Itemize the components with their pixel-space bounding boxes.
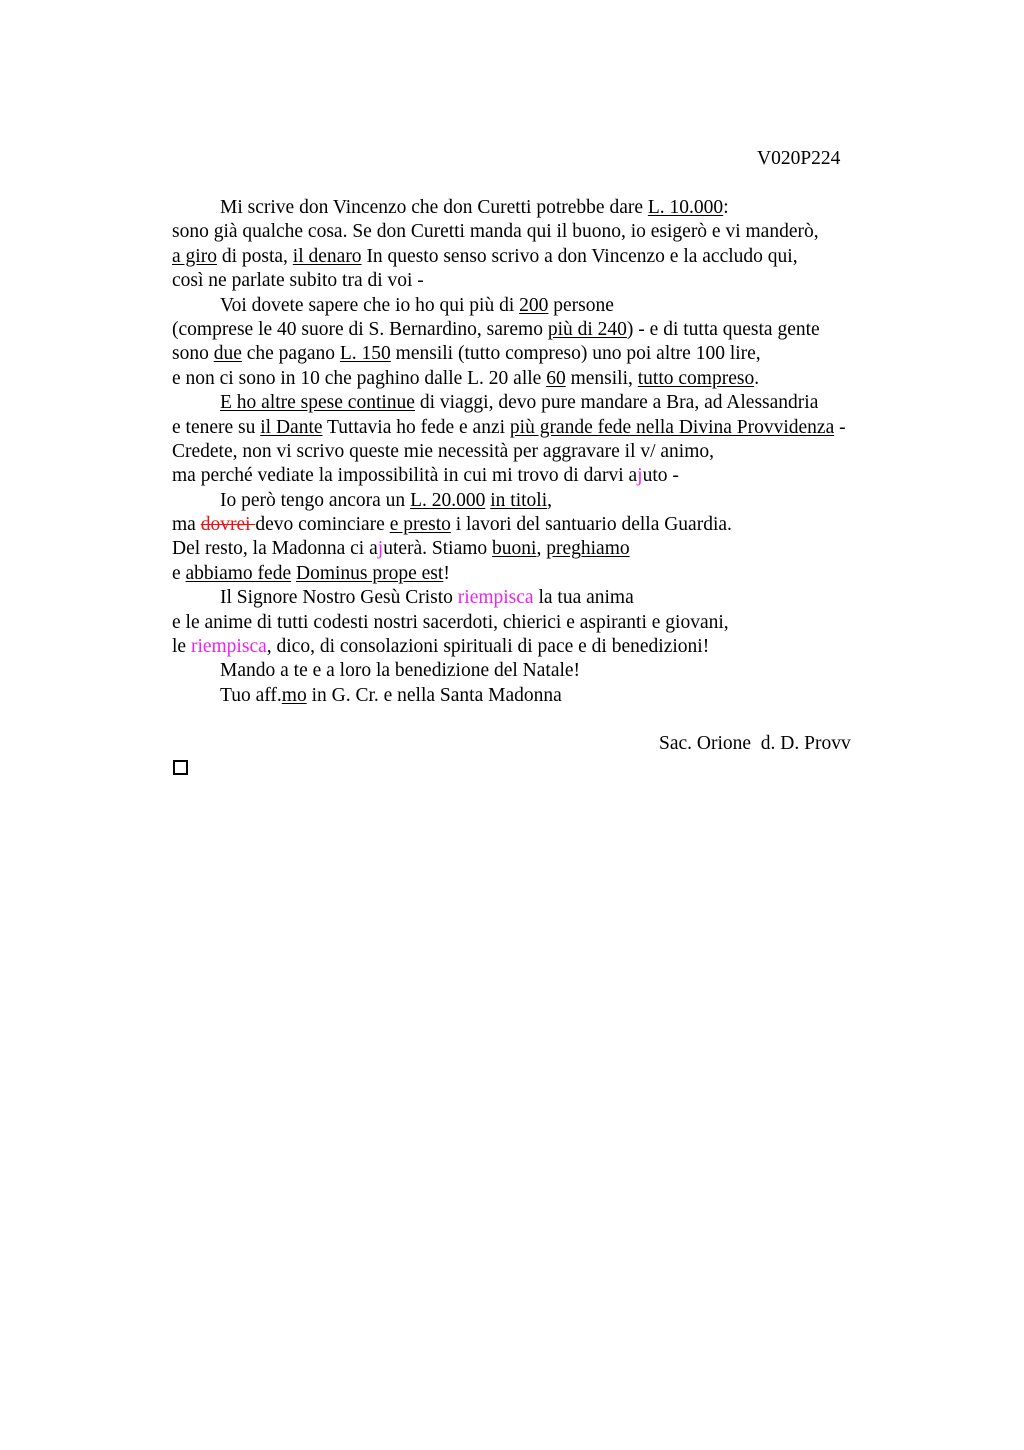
letter-line [172,611,932,635]
underlined-text: Dominus prope est [295,562,444,584]
letter-line [172,342,932,366]
text-segment: - [834,416,846,438]
underlined-text: il denaro [292,245,362,267]
highlighted-text: j [637,465,643,487]
text-segment: uterà. Stiamo [383,538,493,560]
text-segment: i lavori del santuario della Guardia. [450,514,732,536]
text-segment: Il Signore Nostro Gesù Cristo [220,587,458,609]
text-segment: che pagano [241,343,340,365]
text-segment: e tenere su [172,416,261,438]
letter-line [172,391,932,415]
underlined-text: L. 10.000 [647,197,724,218]
highlighted-text: riempisca [190,636,267,658]
letter-line [172,294,932,318]
underlined-text: in titoli [490,489,548,511]
underlined-text: e presto [389,514,451,536]
text-segment: in G. Cr. e nella Santa Madonna [306,684,562,706]
letter-line [172,245,932,269]
underlined-text: abbiamo fede [185,562,292,584]
text-segment: , dico, di consolazioni spirituali di pace e di benedizioni! [266,636,710,658]
text-segment: Io però tengo ancora un [220,489,411,511]
letter-line [172,684,932,708]
underlined-text: più di 240 [547,318,627,340]
text-segment: sono già qualche cosa. Se don Curetti manda qui il buono, io esigerò e vi manderò, [172,221,819,243]
text-segment: Tuttavia ho fede e anzi [322,416,510,438]
text-segment: Tuo aff. [220,684,282,706]
letter-line [172,562,932,586]
text-segment: ) - e di tutta questa gente [626,318,820,340]
text-segment: Mando a te e a loro la benedizione del Natale! [220,660,581,682]
letter-line [172,367,932,391]
underlined-text: più grande fede nella Divina Provvidenza [509,416,835,438]
underlined-text: tutto compreso [637,367,755,389]
underlined-text: 60 [546,367,566,389]
struck-text: dovrei [200,514,256,536]
letter-line [172,196,932,220]
text-segment: , [547,489,552,511]
text-segment: così ne parlate subito tra di voi - [172,270,424,292]
underlined-text: a giro [172,245,217,267]
letter-line [172,416,932,440]
text-segment: e [172,562,186,584]
letter-line [172,635,932,659]
end-marker-box [173,760,188,775]
letter-line [172,220,932,244]
letter-line [172,269,932,293]
letter-line [172,489,932,513]
signature: Sac. Orione d. D. Provv [659,733,851,754]
text-segment: uto - [642,465,679,487]
text-segment: Del resto, la Madonna ci a [172,538,378,560]
underlined-text: preghiamo [546,538,630,560]
text-segment: sono [172,343,214,365]
page-identifier: V020P224 [757,148,841,169]
text-segment: di posta, [216,245,293,267]
letter-body [172,196,932,708]
text-segment: In questo senso scrivo a don Vincenzo e la accludo qui, [361,245,798,267]
text-segment: ! [443,562,450,584]
text-segment: e non ci sono in 10 che paghino dalle L. 20 alle [172,367,547,389]
letter-line [172,586,932,610]
text-segment: la tua anima [533,587,634,609]
text-segment: le [172,636,191,658]
underlined-text: E ho altre spese continue [220,392,415,414]
highlighted-text: riempisca [457,587,534,609]
text-segment: di viaggi, devo pure mandare a Bra, ad Alessandria [414,392,819,414]
underlined-text: 200 [519,294,549,316]
underlined-text: L. 150 [339,343,391,365]
text-segment: : [723,197,729,218]
underlined-text: mo [281,684,307,706]
text-segment: devo cominciare [255,514,390,536]
underlined-text: L. 20.000 [410,489,486,511]
text-segment: , [536,538,547,560]
text-segment: mensili (tutto compreso) uno poi altre 100 lire, [390,343,761,365]
text-segment: . [754,367,760,389]
highlighted-text: j [377,538,384,560]
text-segment: mensili, [565,367,638,389]
underlined-text: buoni [492,538,537,560]
text-segment: ma perché vediate la impossibilità in cui mi trovo di darvi a [172,465,638,487]
letter-line [172,318,932,342]
letter-line [172,659,932,683]
letter-line [172,464,932,488]
text-segment: Mi scrive don Vincenzo che don Curetti potrebbe dare [220,197,648,218]
underlined-text: il Dante [260,416,323,438]
text-segment: Credete, non vi scrivo queste mie necessità per aggravare il v/ animo, [172,440,715,462]
text-segment: Voi dovete sapere che io ho qui più di [220,294,520,316]
letter-line [172,440,932,464]
letter-line [172,513,932,537]
letter-line [172,537,932,561]
text-segment: ma [172,514,201,536]
text-segment: persone [548,294,614,316]
underlined-text: due [213,343,242,365]
text-segment: (comprese le 40 suore di S. Bernardino, saremo [172,318,548,340]
text-segment: e le anime di tutti codesti nostri sacerdoti, chierici e aspiranti e giovani, [172,611,729,633]
